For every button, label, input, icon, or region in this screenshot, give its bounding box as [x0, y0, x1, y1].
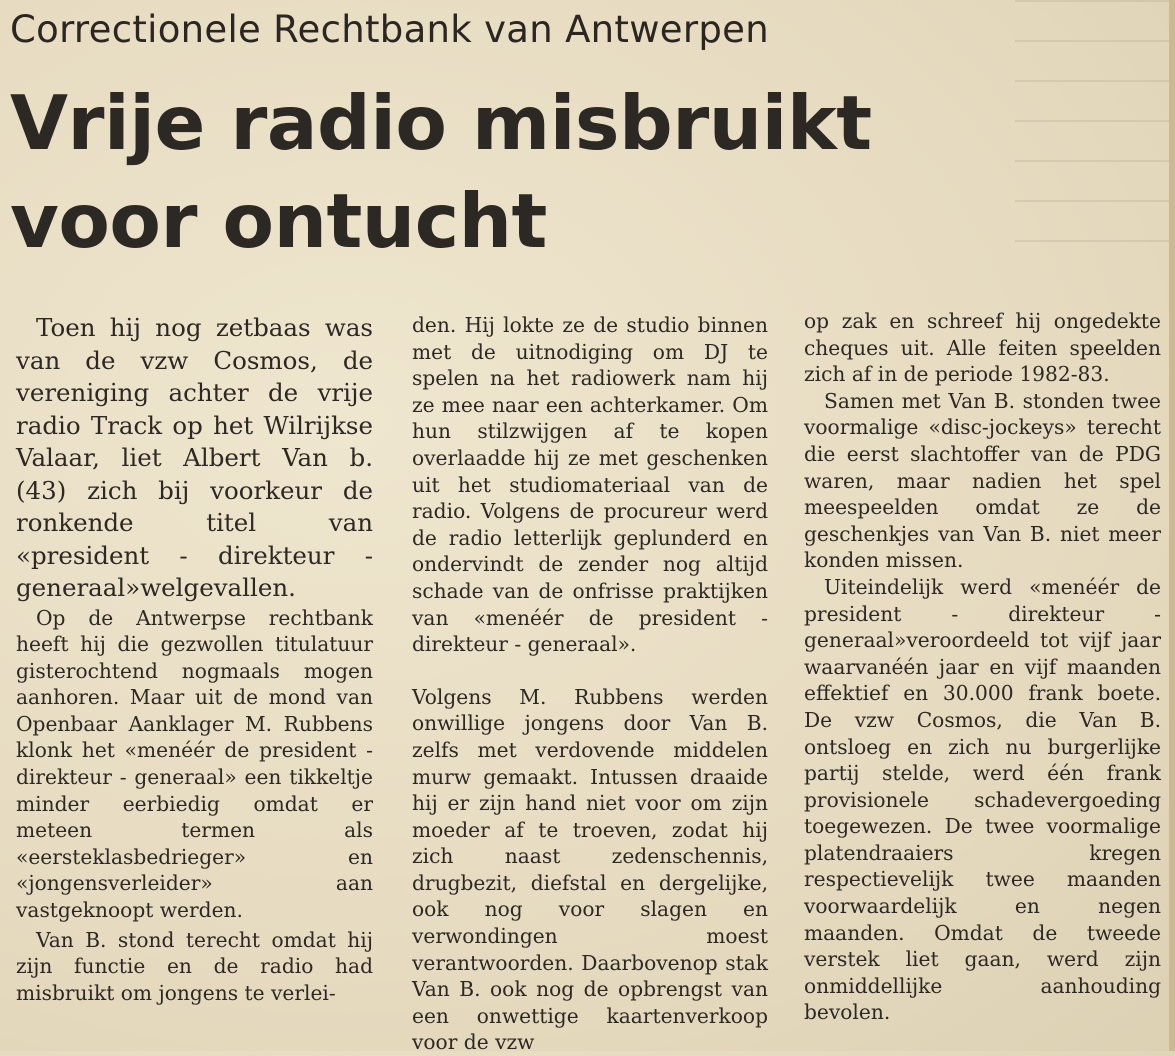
article-column-1	[16, 312, 373, 1006]
article-column-3	[804, 308, 1161, 1026]
headline	[10, 74, 872, 270]
body-paragraph: Uiteindelijk werd «menéér de president - direkteur - generaal»veroordeeld tot vijf jaar waarvanéén jaar en vijf maanden effektief en 30.000 frank boete. De vzw Cosmos, die Van B. ontsloeg en zich nu burgerlijke partij stelde, werd één frank provisionele schadevergoeding toegewezen. De twee voormalige platendraaiers kregen respectievelijk twee maanden voorwaardelijk en negen maanden. Omdat de tweede verstek liet gaan, werd zijn onmiddellijke aanhouding bevolen.	[804, 574, 1161, 1025]
body-paragraph: den. Hij lokte ze de studio binnen met de uitnodiging om DJ te spelen na het radiowerk nam hij ze mee naar een achterkamer. Om hun stilzwijgen af te kopen overlaadde hij ze met geschenken uit het studiomateriaal van de radio. Volgens de procureur werd de radio letterlijk geplunderd en ondervindt de zender nog altijd schade van de onfrisse praktijken van «menéér de president - direkteur - generaal».	[412, 313, 768, 657]
body-paragraph: Op de Antwerpse rechtbank heeft hij die gezwollen titulatuur gisterochtend nogmaals mogen aanhoren. Maar uit de mond van Openbaar Aanklager M. Rubbens klonk het «menéér de president - direkteur - generaal» een tikkeltje minder eerbiedig omdat er meteen termen als «eersteklasbedrieger» en «jongensverleider» aan vastgeknoopt werden.	[16, 605, 373, 923]
body-paragraph: op zak en schreef hij ongedekte cheques uit. Alle feiten speelden zich af in de periode 1982-83.	[804, 309, 1161, 387]
article-column-2	[412, 312, 768, 1056]
body-paragraph: Van B. stond terecht omdat hij zijn functie en de radio had misbruikt om jongens te verlei-	[16, 927, 373, 1005]
paper-edge	[1169, 0, 1175, 1051]
headline-line-1: Vrije radio misbruikt	[10, 79, 872, 167]
body-paragraph: Volgens M. Rubbens werden onwillige jongens door Van B. zelfs met verdovende middelen murw gemaakt. Intussen draaide hij er zijn hand niet voor om zijn moeder af te troeven, zodat hij zich naast zedenschennis, drugbezit, diefstal en dergelijke, ook nog voor slagen en verwondingen moest verantwoorden. Daarbovenop stak Van B. ook nog de opbrengst van een onwettige kaartenverkoop voor de vzw	[412, 684, 768, 1055]
body-paragraph: Samen met Van B. stonden twee voormalige «disc-jockeys» terecht die eerst slachtoffer van de PDG waren, maar nadien het spel meespeelden omdat ze de geschenkjes van Van B. niet meer konden missen.	[804, 388, 1161, 573]
lead-paragraph: Toen hij nog zetbaas was van de vzw Cosmos, de vereniging achter de vrije radio Track op het Wilrijkse Valaar, liet Albert Van b. (43) zich bij voorkeur de ronkende titel van «president - direkteur - generaal»welgevallen.	[16, 313, 373, 602]
bleed-through-text	[1015, 0, 1175, 260]
headline-line-2: voor ontucht	[10, 177, 547, 265]
section-kicker: Correctionele Rechtbank van Antwerpen	[10, 8, 769, 51]
